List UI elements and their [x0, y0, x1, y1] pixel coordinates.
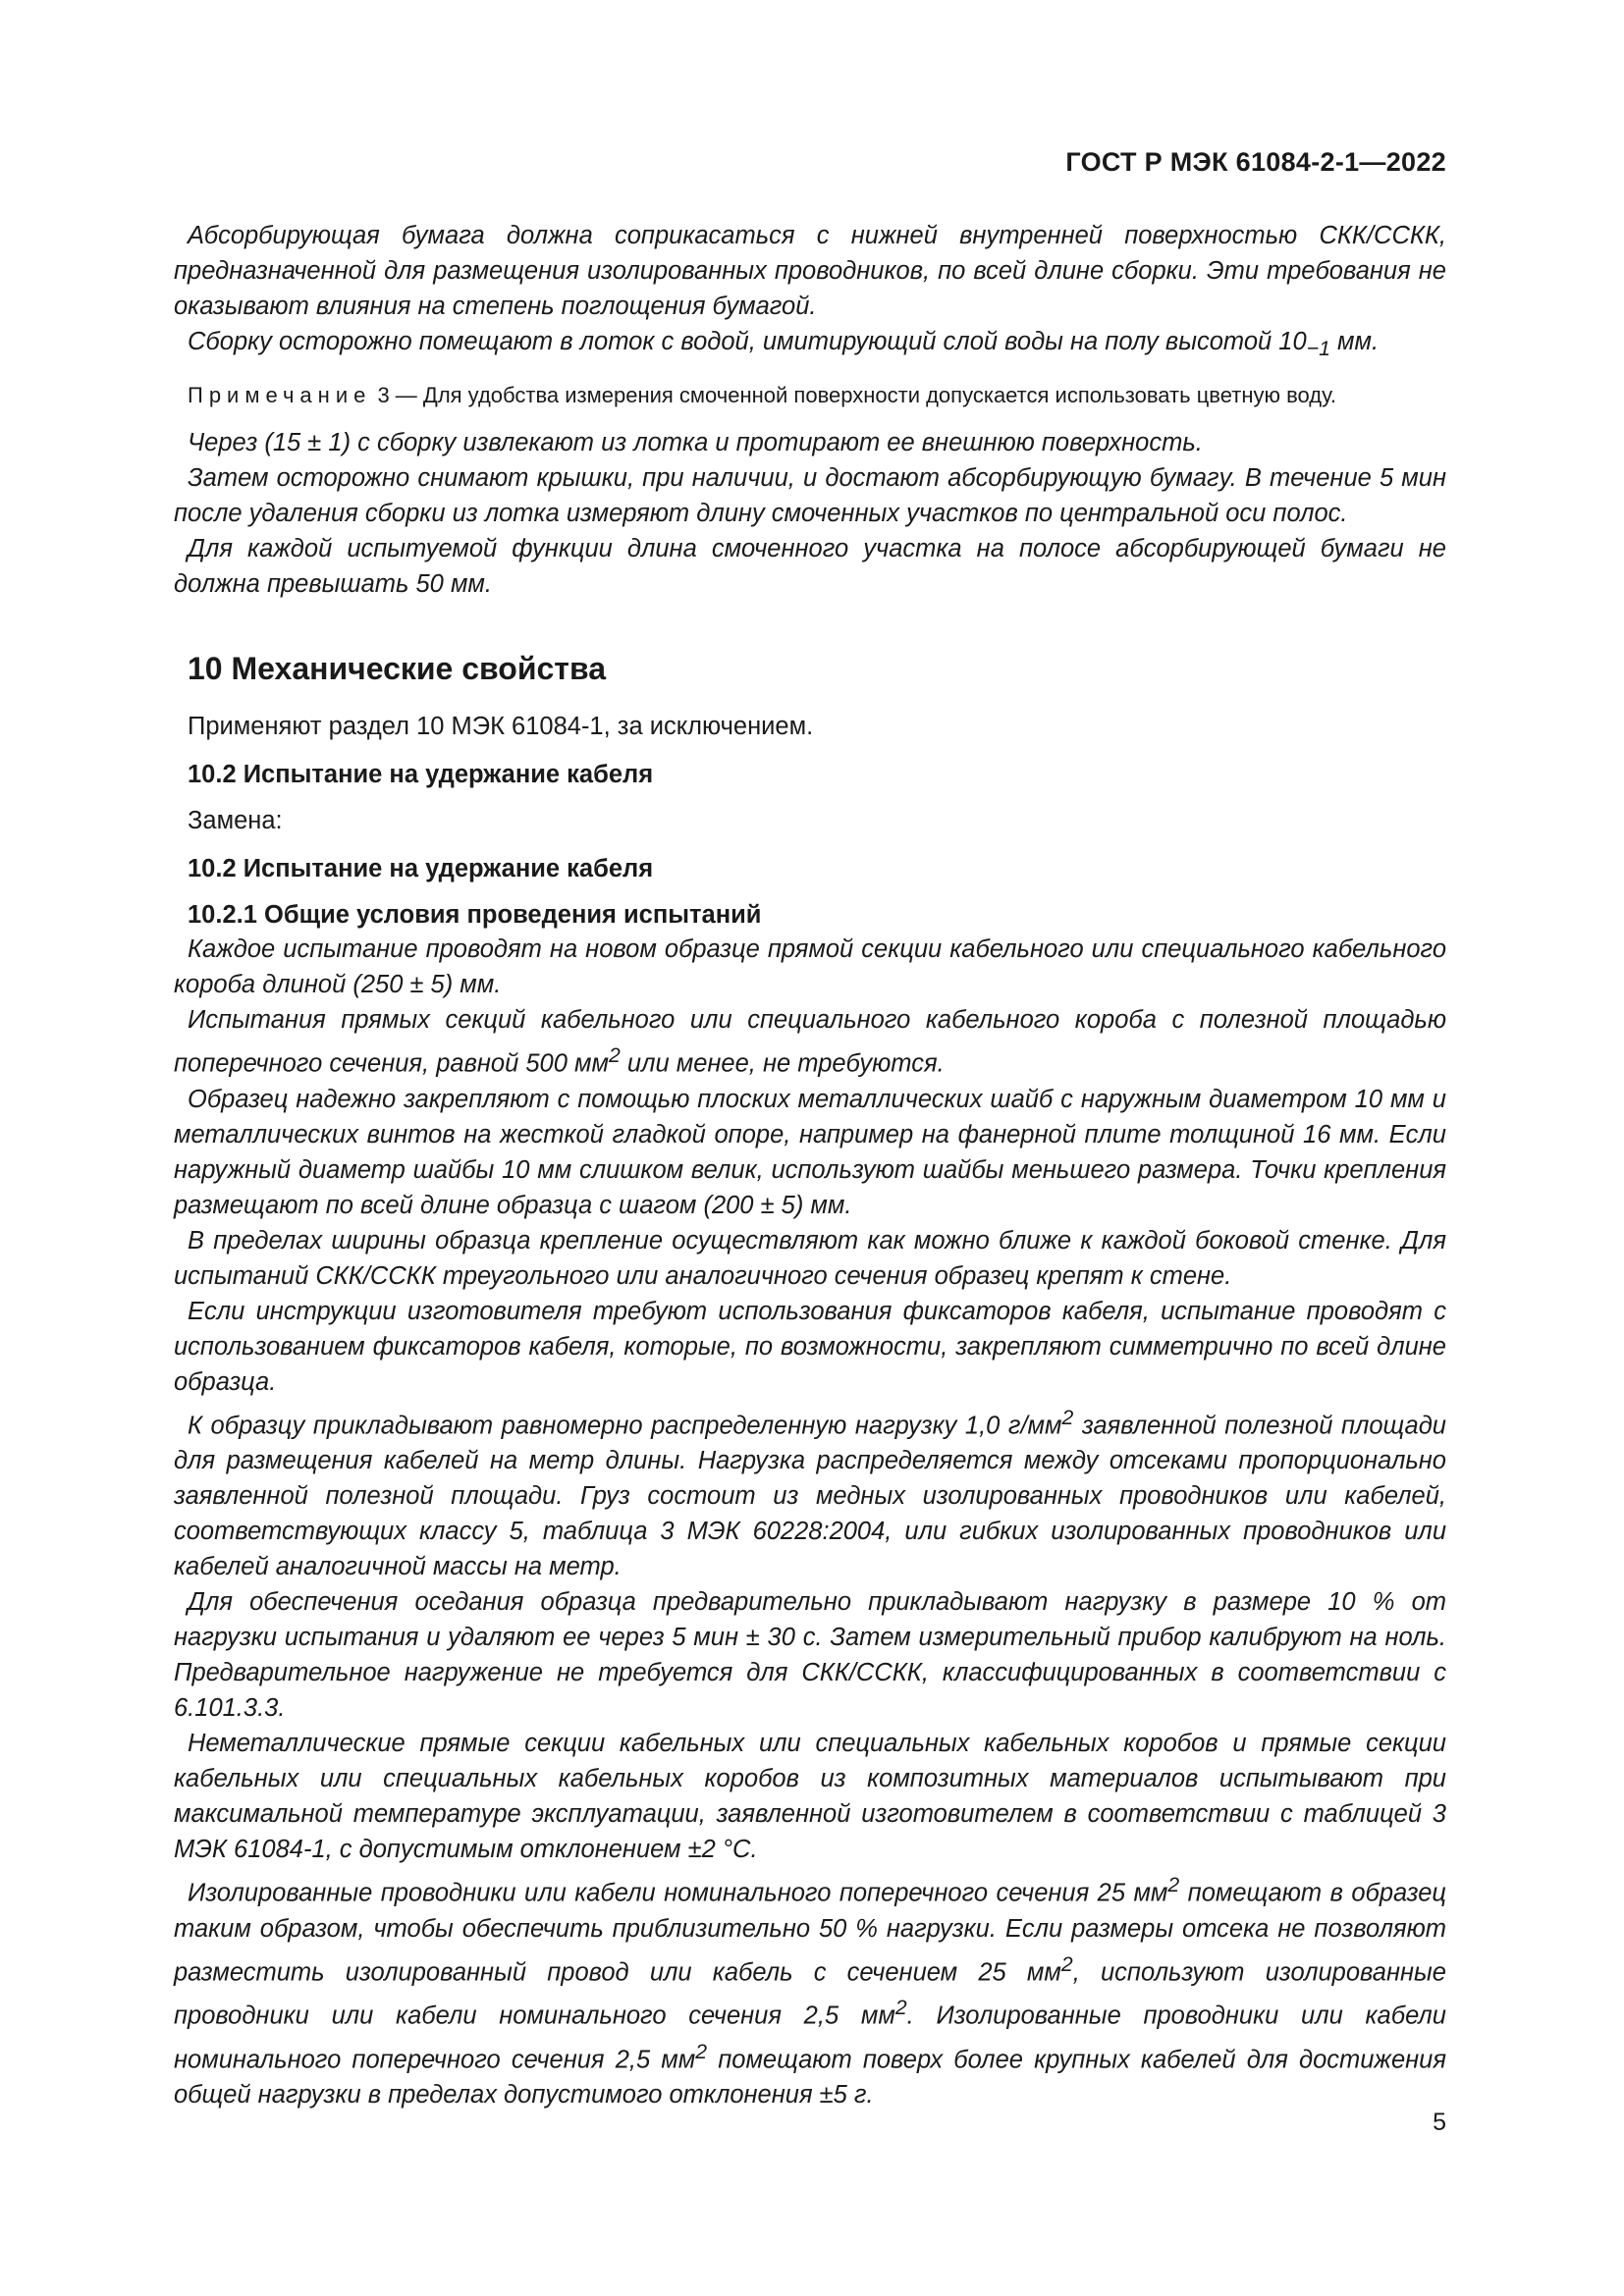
paragraph — [174, 1002, 1446, 1082]
subscript: −1 — [1306, 337, 1330, 361]
note — [174, 380, 1446, 411]
paragraph — [174, 1400, 1446, 1585]
note-text: 3 — Для удобства измерения смоченной поверхности допускается использовать цветную воду. — [371, 383, 1337, 408]
paragraph: Для каждой испытуемой функции длина смоченного участка на полосе абсорбирующей бумаги не должна превышать 50 мм. — [174, 535, 1446, 599]
paragraph: Неметаллические прямые секции кабельных или специальных кабельных коробов и прямые секции кабельных или специальных кабельных коробов из композитных материалов испытывают при максимальной температуре эксплуатации, заявленной изготовителем в соответствии с таблицей 3 МЭК 61084-1, с допустимым отклонением ±2 °С. — [174, 1730, 1446, 1864]
section-heading: 10 Механические свойства — [188, 651, 607, 687]
text-run: помещают в образец таким образом, чтобы обеспечить приблизительно 50 % нагрузки. Если размеры отсека не позволяют разместить изолированный провод или кабель с сечением 25 мм — [174, 1879, 1446, 1987]
page-content — [174, 218, 1446, 2112]
text-run: заявленной полезной площади для размещения кабелей на метр длины. Нагрузка распределяется между отсеками пропорционально заявленной полезной площади. Груз состоит из медных изолированных проводников или кабелей, соответствующих классу 5, таблица 3 МЭК 60228:2004, или гибких изолированных проводников или кабелей аналогичной массы на метр. — [174, 1412, 1446, 1581]
text-run: , используют изолированные проводники или кабели номинального сечения 2,5 мм — [174, 1958, 1446, 2030]
text-run: или менее, не требуются. — [620, 1049, 945, 1078]
paragraph: Затем осторожно снимают крышки, при наличии, и достают абсорбирующую бумагу. В течение 5 мин после удаления сборки из лотка измеряют длину смоченных участков по центральной оси полос. — [174, 464, 1446, 528]
replacement-label: Замена: — [188, 807, 283, 835]
clause-heading: 10.2.1 Общие условия проведения испытаний — [188, 901, 762, 930]
paragraph: Каждое испытание проводят на новом образце прямой секции кабельного или специального кабельного короба длиной (250 ± 5) мм. — [174, 935, 1446, 999]
paragraph: Абсорбирующая бумага должна соприкасаться с нижней внутренней поверхностью СКК/ССКК, предназначенной для размещения изолированных проводников, по всей длине сборки. Эти требования не оказывают влияния на степень поглощения бумагой. — [174, 222, 1446, 320]
text-run: помещают поверх более крупных кабелей для достижения общей нагрузки в пределах допустимого отклонения ±5 г. — [174, 2046, 1446, 2109]
superscript: 2 — [695, 2039, 708, 2063]
paragraph — [174, 1867, 1446, 2112]
text-run: Сборку осторожно помещают в лоток с водой, имитирующий слой воды на полу высотой 10 — [188, 328, 1307, 355]
paragraph: Через (15 ± 1) с сборку извлекают из лотка и протирают ее внешнюю поверхность. — [188, 429, 1203, 457]
superscript: 2 — [608, 1043, 621, 1068]
page-number: 5 — [1433, 2109, 1446, 2136]
subsection-heading: 10.2 Испытание на удержание кабеля — [188, 761, 654, 789]
text-run: . Изолированные проводники или кабели номинального поперечного сечения 2,5 мм — [174, 2002, 1446, 2074]
superscript: 2 — [1061, 1405, 1074, 1429]
text-run: Изолированные проводники или кабели номинального поперечного сечения 25 мм — [188, 1879, 1168, 1907]
paragraph: В пределах ширины образца крепление осуществляют как можно ближе к каждой боковой стенке. Для испытаний СКК/ССКК треугольного или аналогичного сечения образец крепят к стене. — [174, 1226, 1446, 1290]
superscript: 2 — [1060, 1951, 1073, 1976]
document-designation: ГОСТ Р МЭК 61084-2-1—2022 — [1065, 147, 1446, 177]
paragraph: Если инструкции изготовителя требуют использования фиксаторов кабеля, испытание проводят с использованием фиксаторов кабеля, которые, по возможности, закрепляют симметрично по всей длине образца. — [174, 1297, 1446, 1396]
paragraph: Образец надежно закрепляют с помощью плоских металлических шайб с наружным диаметром 10 мм и металлических винтов на жесткой гладкой опоре, например на фанерной плите толщиной 16 мм. Если наружный диаметр шайбы 10 мм слишком велик, используют шайбы меньшего размера. Точки крепления размещают по всей длине образца с шагом (200 ± 5) мм. — [174, 1085, 1446, 1219]
note-label: Примечание — [188, 383, 372, 408]
paragraph — [174, 324, 1446, 366]
section-intro: Применяют раздел 10 МЭК 61084-1, за исключением. — [188, 713, 814, 741]
text-run: Испытания прямых секций кабельного или специального кабельного короба с полезной площадью поперечного сечения, равной 500 мм — [174, 1006, 1446, 1078]
paragraph: Для обеспечения оседания образца предварительно прикладывают нагрузку в размере 10 % от нагрузки испытания и удаляют ее через 5 мин ± 30 с. Затем измерительный прибор калибруют на ноль. Предварительное нагружение не требуется для СКК/ССКК, классифицированных в соответствии с 6.101.3.3. — [174, 1588, 1446, 1723]
text-run: К образцу прикладывают равномерно распределенную нагрузку 1,0 г/мм — [188, 1412, 1062, 1440]
text-run: мм. — [1329, 328, 1380, 355]
superscript: 2 — [894, 1996, 907, 2020]
subsection-heading: 10.2 Испытание на удержание кабеля — [188, 855, 654, 883]
superscript: 2 — [1167, 1873, 1180, 1897]
